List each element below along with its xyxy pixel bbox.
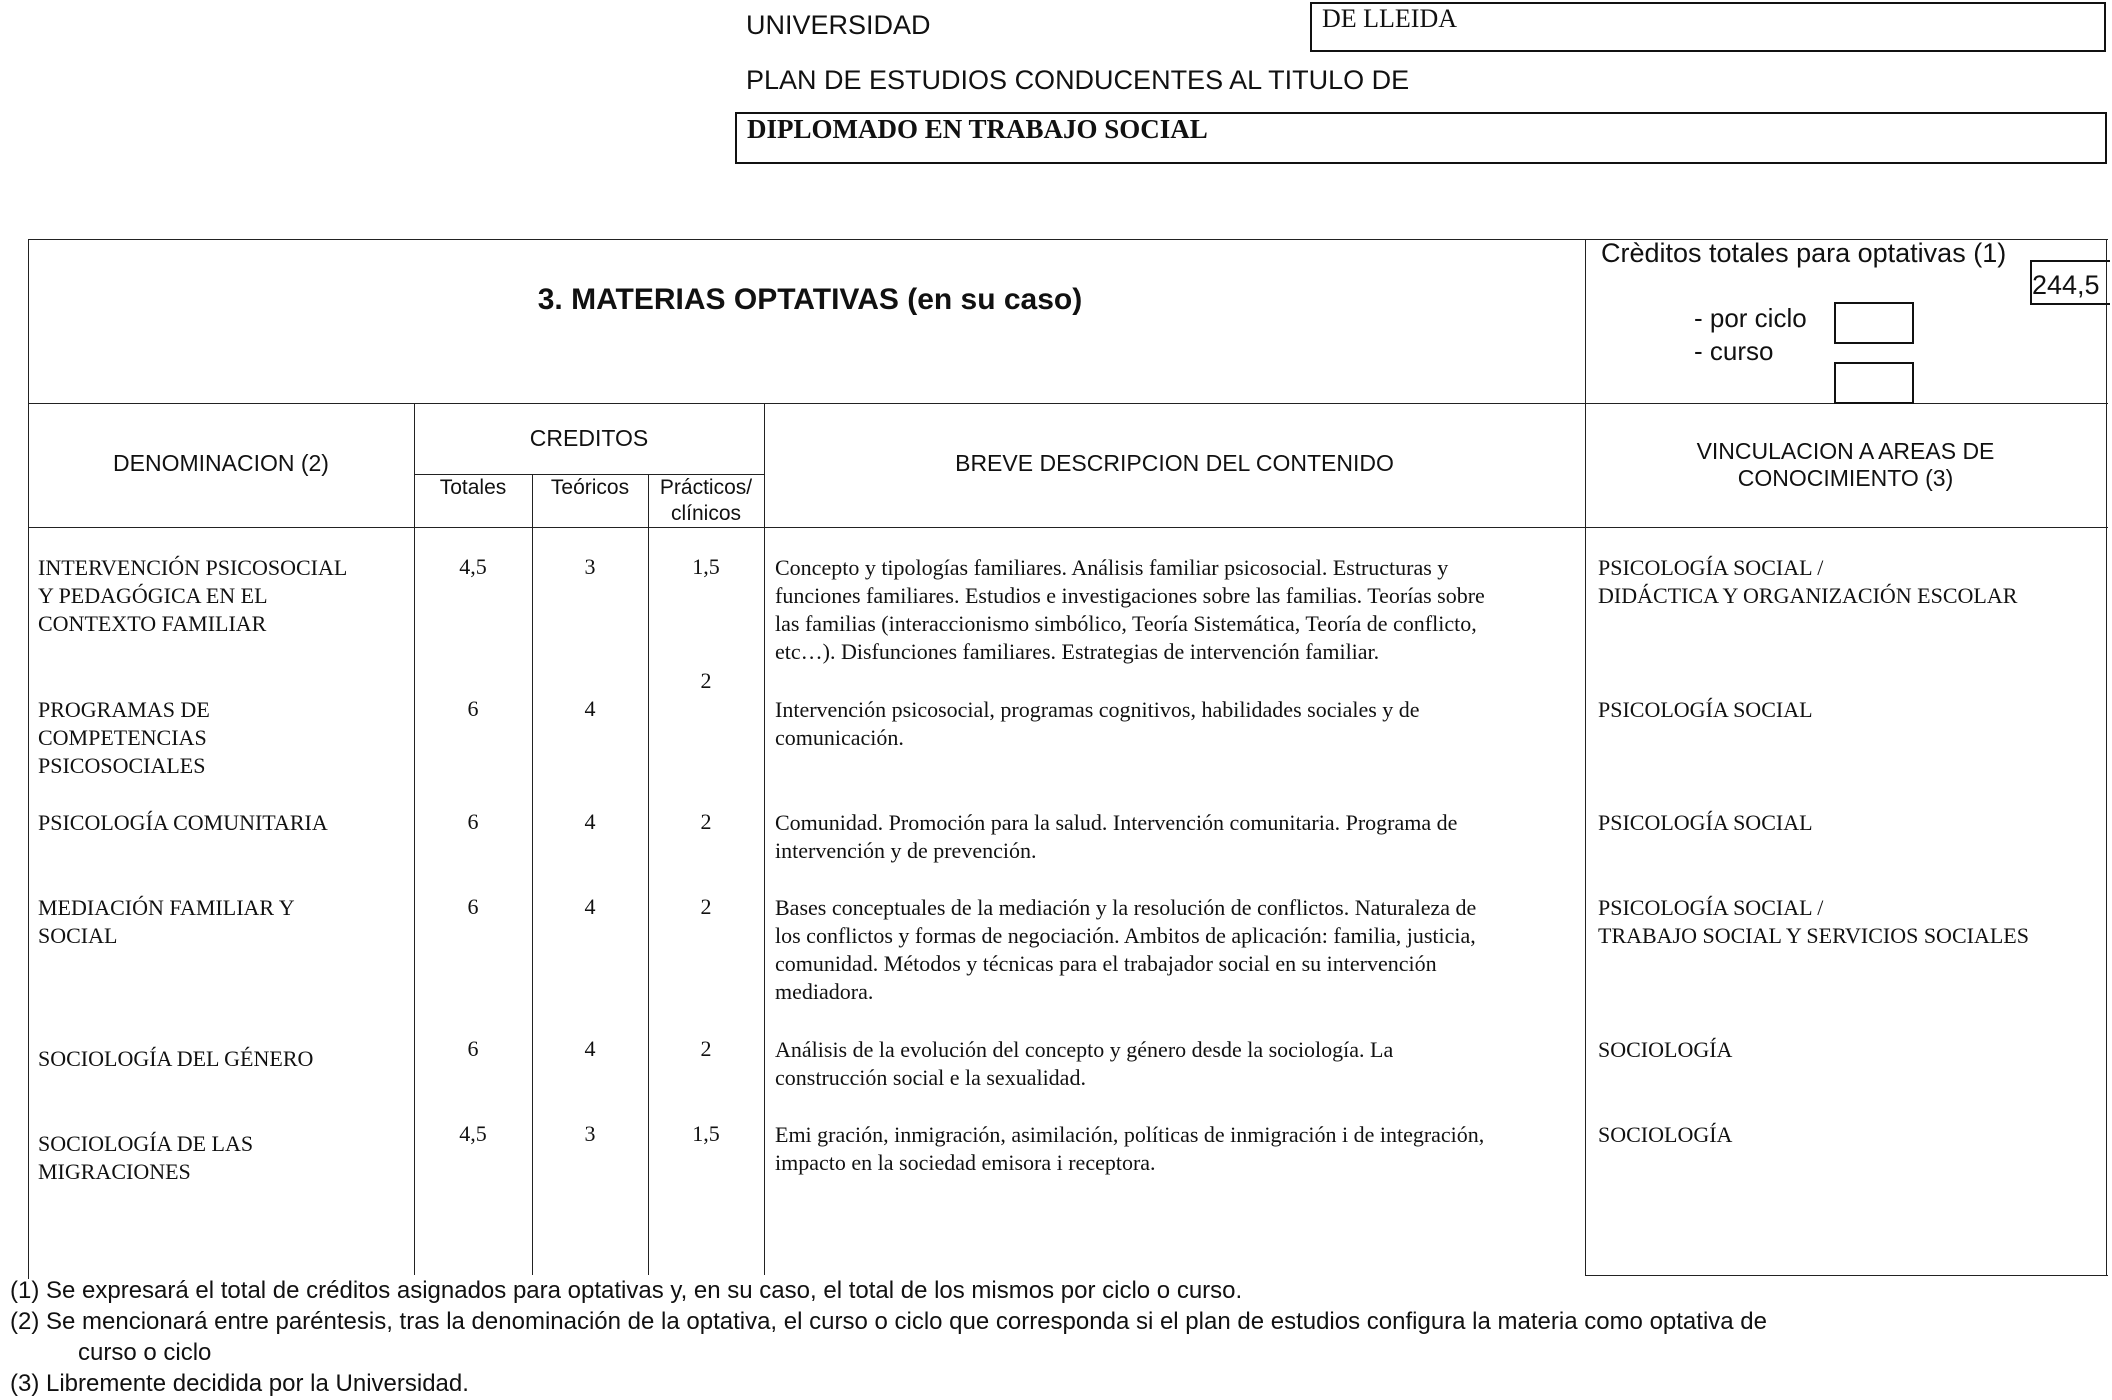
name-line: PROGRAMAS DE [38,697,210,722]
desc-line: impacto en la sociedad emisora i receptora. [775,1150,1156,1175]
area-line: PSICOLOGÍA SOCIAL [1598,697,1813,722]
por-ciclo-field [1834,302,1914,344]
row-teoricos: 4 [584,696,596,721]
area-line: SOCIOLOGÍA [1598,1037,1733,1062]
area-line: DIDÁCTICA Y ORGANIZACIÓN ESCOLAR [1598,583,2018,608]
plan-label: PLAN DE ESTUDIOS CONDUCENTES AL TITULO DE [746,65,1410,95]
row-teoricos: 4 [584,809,596,834]
row-teoricos: 4 [584,894,596,919]
footnote-1: (1) Se expresará el total de créditos asignados para optativas y, en su caso, el total de los mismos por ciclo o curso. [10,1277,1243,1304]
row-totales: 4,5 [459,554,487,579]
col-header-denominacion: DENOMINACION (2) [113,450,329,476]
name-line: COMPETENCIAS [38,725,207,750]
name-line: MIGRACIONES [38,1159,191,1184]
row-area [1598,809,1813,837]
desc-line: comunidad. Métodos y técnicas para el trabajador social en su intervención [775,951,1437,976]
name-line: INTERVENCIÓN PSICOSOCIAL [38,555,348,580]
name-line: PSICOSOCIALES [38,753,206,778]
col-header-vinculacion: VINCULACION A AREAS DE [1696,438,1995,464]
credits-total-value: 244,5 [2032,270,2100,300]
row-totales: 4,5 [459,1121,487,1146]
row-descripcion [775,696,1420,752]
desc-line: construcción social e la sexualidad. [775,1065,1086,1090]
desc-line: Análisis de la evolución del concepto y género desde la sociología. La [775,1037,1394,1062]
table-header-top-line [28,403,2108,404]
row-practicos: 2 [700,809,712,834]
degree-field [735,112,2107,164]
university-field [1310,2,2106,52]
desc-line: comunicación. [775,725,904,750]
area-line: TRABAJO SOCIAL Y SERVICIOS SOCIALES [1598,923,2029,948]
credits-total-label: Crèditos totales para optativas (1) [1601,238,2007,268]
footnote-2-cont: curso o ciclo [78,1339,212,1366]
row-descripcion [775,1121,1484,1177]
area-line: SOCIOLOGÍA [1598,1122,1733,1147]
row-descripcion [775,554,1485,666]
creditos-subheader-line [414,474,764,475]
table-right-line [2106,239,2107,1275]
row-denominacion [38,554,347,638]
footnote-2: (2) Se mencionará entre paréntesis, tras la denominación de la optativa, el curso o ciclo que corresponda si el plan de estudios configura la materia como optativa de [10,1308,1767,1335]
desc-line: las familias (interaccionismo simbólico, Teoría Sistemática, Teoría de conflicto, [775,611,1477,636]
row-denominacion [38,696,210,780]
row-descripcion [775,1036,1393,1092]
desc-line: Bases conceptuales de la mediación y la resolución de conflictos. Naturaleza de [775,895,1477,920]
university-value: DE LLEIDA [1322,4,1458,33]
row-totales: 6 [467,696,479,721]
row-denominacion [38,809,328,837]
curso-field [1834,362,1914,404]
desc-line: Comunidad. Promoción para la salud. Intervención comunitaria. Programa de [775,810,1458,835]
col-header-conocimiento: CONOCIMIENTO (3) [1737,465,1954,491]
university-label: UNIVERSIDAD [746,10,931,40]
row-totales: 6 [467,894,479,919]
section-title: 3. MATERIAS OPTATIVAS (en su caso) [537,283,1083,316]
row-practicos: 2 [700,668,712,693]
name-line: Y PEDAGÓGICA EN EL [38,583,268,608]
credits-total-field [2030,260,2110,305]
row-teoricos: 3 [584,1121,596,1146]
curso-label: - curso [1694,336,1774,366]
desc-line: intervención y de prevención. [775,838,1037,863]
col-header-descripcion: BREVE DESCRIPCION DEL CONTENIDO [955,450,1394,476]
col-header-clinicos: clínicos [670,502,742,525]
row-area [1598,696,1813,724]
row-denominacion [38,1045,313,1073]
name-line: SOCIAL [38,923,118,948]
col-line-3 [648,474,649,1275]
row-area [1598,894,2029,950]
row-teoricos: 3 [584,554,596,579]
desc-line: etc…). Disfunciones familiares. Estrategias de intervención familiar. [775,639,1380,664]
row-denominacion [38,1130,253,1186]
desc-line: funciones familiares. Estudios e investigaciones sobre las familias. Teorías sobre [775,583,1485,608]
row-area [1598,554,2017,610]
row-practicos: 1,5 [692,554,720,579]
col-header-teoricos: Teóricos [550,476,630,499]
row-practicos: 1,5 [692,1121,720,1146]
degree-value: DIPLOMADO EN TRABAJO SOCIAL [747,114,1208,144]
name-line: SOCIOLOGÍA DE LAS [38,1131,254,1156]
row-totales: 6 [467,1036,479,1061]
desc-line: Concepto y tipologías familiares. Análisis familiar psicosocial. Estructuras y [775,555,1449,580]
name-line: PSICOLOGÍA COMUNITARIA [38,810,328,835]
col-line-1 [414,403,415,1275]
footnote-3: (3) Libremente decidida por la Universidad. [10,1370,469,1397]
col-line-4 [764,403,765,1275]
desc-line: mediadora. [775,979,874,1004]
col-header-practicos: Prácticos/ [659,476,753,499]
row-totales: 6 [467,809,479,834]
row-area [1598,1036,1732,1064]
area-line: PSICOLOGÍA SOCIAL / [1598,555,1824,580]
col-line-2 [532,474,533,1275]
row-area [1598,1121,1732,1149]
area-line: PSICOLOGÍA SOCIAL / [1598,895,1824,920]
col-line-5 [1585,239,1586,1275]
table-header-bottom-line [28,527,2108,528]
col-header-totales: Totales [439,476,507,499]
col-header-creditos: CREDITOS [529,425,649,451]
table-left-line [28,239,29,1279]
row-denominacion [38,894,295,950]
name-line: SOCIOLOGÍA DEL GÉNERO [38,1046,314,1071]
row-descripcion [775,894,1476,1006]
row-teoricos: 4 [584,1036,596,1061]
name-line: CONTEXTO FAMILIAR [38,611,267,636]
desc-line: Emi gración, inmigración, asimilación, políticas de inmigración i de integración, [775,1122,1485,1147]
row-practicos: 2 [700,1036,712,1061]
desc-line: Intervención psicosocial, programas cognitivos, habilidades sociales y de [775,697,1420,722]
row-practicos: 2 [700,894,712,919]
name-line: MEDIACIÓN FAMILIAR Y [38,895,295,920]
area-line: PSICOLOGÍA SOCIAL [1598,810,1813,835]
row-descripcion [775,809,1457,865]
desc-line: los conflictos y formas de negociación. Ambitos de aplicación: familia, justicia, [775,923,1476,948]
por-ciclo-label: - por ciclo [1694,303,1807,333]
table-bottom-line [1585,1275,2108,1276]
